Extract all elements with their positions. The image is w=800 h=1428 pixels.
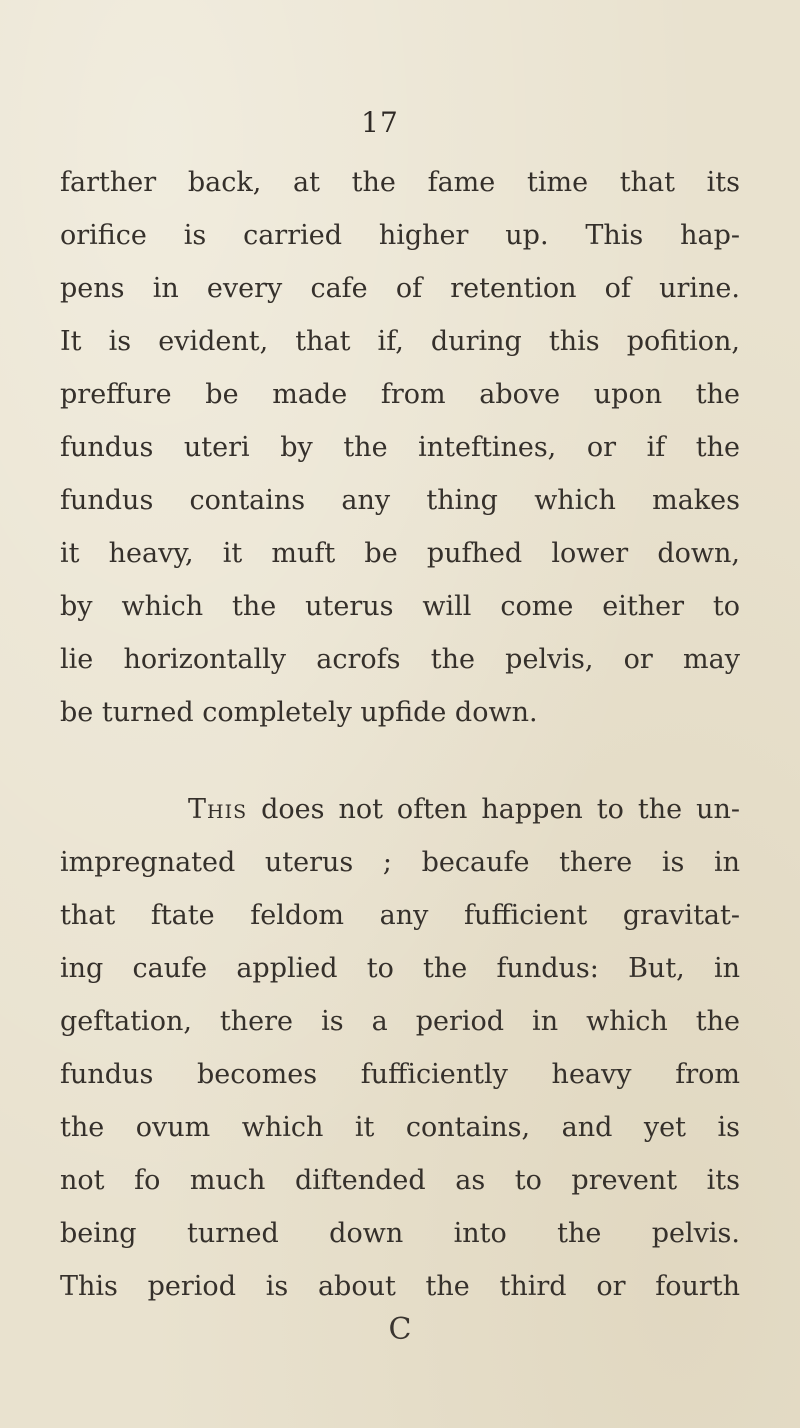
text-line: lie horizontally acrofs the pelvis, or may [60,644,740,675]
text-line: impregnated uterus ; becaufe there is in [60,847,740,878]
text-line: be turned completely upfide down. [60,697,538,728]
text-line: it heavy, it muft be pufhed lower down, [60,538,740,569]
text-line: by which the uterus will come either to [60,591,740,622]
text-line: preffure be made from above upon the [60,379,740,410]
text-line: farther back, at the fame time that its [60,167,740,198]
text-line: being turned down into the pelvis. [60,1218,740,1249]
text-line: fundus becomes fufficiently heavy from [60,1059,740,1090]
text-line: geftation, there is a period in which the [60,1006,740,1037]
text-line: that ftate feldom any fufficient gravitat- [60,900,740,931]
drop-word: This [188,794,248,825]
text-line: This period is about the third or fourth [60,1271,740,1302]
text-line: fundus contains any thing which makes [60,485,740,516]
text-line-first [188,790,740,830]
text-line: not fo much diftended as to prevent its [60,1165,740,1196]
text-line: pens in every cafe of retention of urine. [60,273,740,304]
text-line: fundus uteri by the inteftines, or if the [60,432,740,463]
text-line: It is evident, that if, during this pofition, [60,326,740,357]
text-line: orifice is carried higher up. This hap- [60,220,740,251]
signature-mark: C [388,1312,412,1347]
text-line: ing caufe applied to the fundus: But, in [60,953,740,984]
page-number: 17 [361,106,399,139]
text-line: the ovum which it contains, and yet is [60,1112,740,1143]
text-line-rest: does not often happen to the un- [247,794,740,825]
